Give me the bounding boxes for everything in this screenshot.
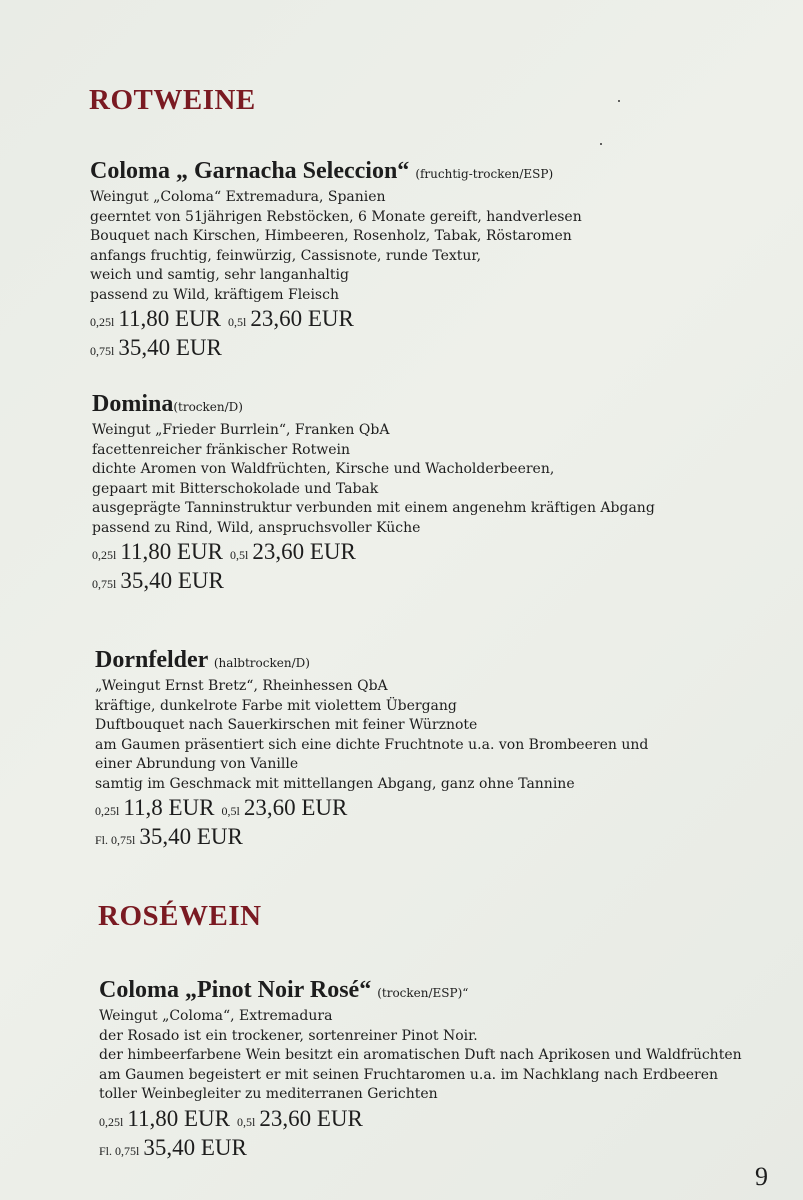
desc-line: kräftige, dunkelrote Farbe mit violettem Übergang xyxy=(95,697,457,714)
desc-line: samtig im Geschmack mit mittellangen Abgang, ganz ohne Tannine xyxy=(95,775,575,792)
wine-style: (fruchtig-trocken/ESP) xyxy=(415,167,554,181)
volume: 0,5l xyxy=(228,315,247,329)
wine-title: Dornfelder xyxy=(95,647,208,673)
price-line xyxy=(92,567,655,596)
price-line xyxy=(95,794,648,823)
volume: 0,5l xyxy=(221,804,240,818)
wine-name xyxy=(90,157,582,188)
desc-line: geerntet von 51jährigen Rebstöcken, 6 Monate gereift, handverlesen xyxy=(90,208,582,225)
price: 35,40 EUR xyxy=(118,335,222,360)
volume: 0,75l xyxy=(92,577,117,591)
price: 23,60 EUR xyxy=(252,539,356,564)
section-title-rosewein: ROSÉWEIN xyxy=(98,900,262,932)
desc-line: der Rosado ist ein trockener, sortenreiner Pinot Noir. xyxy=(99,1027,478,1044)
price: 11,80 EUR xyxy=(118,306,221,331)
paper-speck xyxy=(600,143,602,145)
wine-title: Domina xyxy=(92,391,174,417)
price-line xyxy=(99,1134,742,1163)
desc-line: ausgeprägte Tanninstruktur verbunden mit einem angenehm kräftigen Abgang xyxy=(92,500,655,516)
volume: 0,25l xyxy=(90,315,115,329)
price: 23,60 EUR xyxy=(259,1105,363,1131)
desc-line: Bouquet nach Kirschen, Himbeeren, Rosenholz, Tabak, Röstaromen xyxy=(90,228,572,244)
desc-line: weich und samtig, sehr langanhaltig xyxy=(90,267,349,283)
desc-line: Weingut „Frieder Burrlein“, Franken QbA xyxy=(92,422,390,438)
wine-domina xyxy=(92,390,655,596)
wine-coloma-garnacha xyxy=(90,157,582,363)
wine-description xyxy=(92,421,655,538)
wine-description xyxy=(95,677,648,794)
desc-line: einer Abrundung von Vanille xyxy=(95,756,299,772)
price: 11,80 EUR xyxy=(127,1105,230,1131)
desc-line: dichte Aromen von Waldfrüchten, Kirsche und Wacholderbeeren, xyxy=(92,461,555,477)
volume: 0,5l xyxy=(237,1114,256,1129)
price-line xyxy=(92,538,655,567)
desc-line: Duftbouquet nach Sauerkirschen mit feiner Würznote xyxy=(95,717,478,733)
desc-line: passend zu Rind, Wild, anspruchsvoller Küche xyxy=(92,519,421,536)
volume: 0,25l xyxy=(99,1114,124,1129)
price-line xyxy=(90,305,582,334)
wine-coloma-pinot-noir-rose xyxy=(99,976,742,1163)
wine-style: (trocken/ESP)“ xyxy=(377,986,469,1000)
desc-line: Weingut „Coloma“ Extremadura, Spanien xyxy=(90,189,386,205)
volume: 0,75l xyxy=(90,344,115,358)
desc-line: passend zu Wild, kräftigem Fleisch xyxy=(90,286,339,303)
price: 35,40 EUR xyxy=(120,568,224,593)
desc-line: Weingut „Coloma“, Extremadura xyxy=(99,1008,333,1024)
wine-description xyxy=(90,188,582,305)
wine-name xyxy=(99,976,742,1007)
desc-line: gepaart mit Bitterschokolade und Tabak xyxy=(92,480,379,497)
wine-description xyxy=(99,1007,742,1105)
desc-line: anfangs fruchtig, feinwürzig, Cassisnote, runde Textur, xyxy=(90,247,482,264)
price: 35,40 EUR xyxy=(143,1134,247,1160)
wine-name xyxy=(92,390,655,421)
volume: 0,25l xyxy=(92,548,117,562)
desc-line: facettenreicher fränkischer Rotwein xyxy=(92,441,350,458)
desc-line: „Weingut Ernst Bretz“, Rheinhessen QbA xyxy=(95,678,388,694)
wine-dornfelder xyxy=(95,646,648,852)
price: 35,40 EUR xyxy=(139,824,243,849)
desc-line: am Gaumen begeistert er mit seinen Fruchtaromen u.a. im Nachklang nach Erdbeeren xyxy=(99,1066,719,1083)
desc-line: toller Weinbegleiter zu mediterranen Gerichten xyxy=(99,1086,438,1102)
price: 23,60 EUR xyxy=(250,306,354,331)
volume: 0,5l xyxy=(230,548,249,562)
price-line xyxy=(99,1105,742,1134)
price-line xyxy=(95,823,648,852)
volume: Fl. 0,75l xyxy=(99,1143,140,1158)
volume: 0,25l xyxy=(95,804,120,818)
wine-title: Coloma „ Garnacha Seleccion“ xyxy=(90,158,410,184)
wine-title: Coloma „Pinot Noir Rosé“ xyxy=(99,977,372,1003)
volume: Fl. 0,75l xyxy=(95,833,136,847)
price: 23,60 EUR xyxy=(243,795,348,820)
price-line xyxy=(90,334,582,363)
wine-name xyxy=(95,646,648,677)
page-number: 9 xyxy=(755,1162,768,1191)
desc-line: am Gaumen präsentiert sich eine dichte Fruchtnote u.a. von Brombeeren und xyxy=(95,736,649,753)
wine-style: (halbtrocken/D) xyxy=(213,656,310,670)
desc-line: der himbeerfarbene Wein besitzt ein aromatischen Duft nach Aprikosen und Waldfrüchten xyxy=(99,1047,742,1063)
paper-speck xyxy=(618,100,620,102)
price: 11,80 EUR xyxy=(120,539,223,564)
wine-style: (trocken/D) xyxy=(173,400,243,414)
section-title-rotweine: ROTWEINE xyxy=(89,84,256,116)
price: 11,8 EUR xyxy=(123,795,215,820)
